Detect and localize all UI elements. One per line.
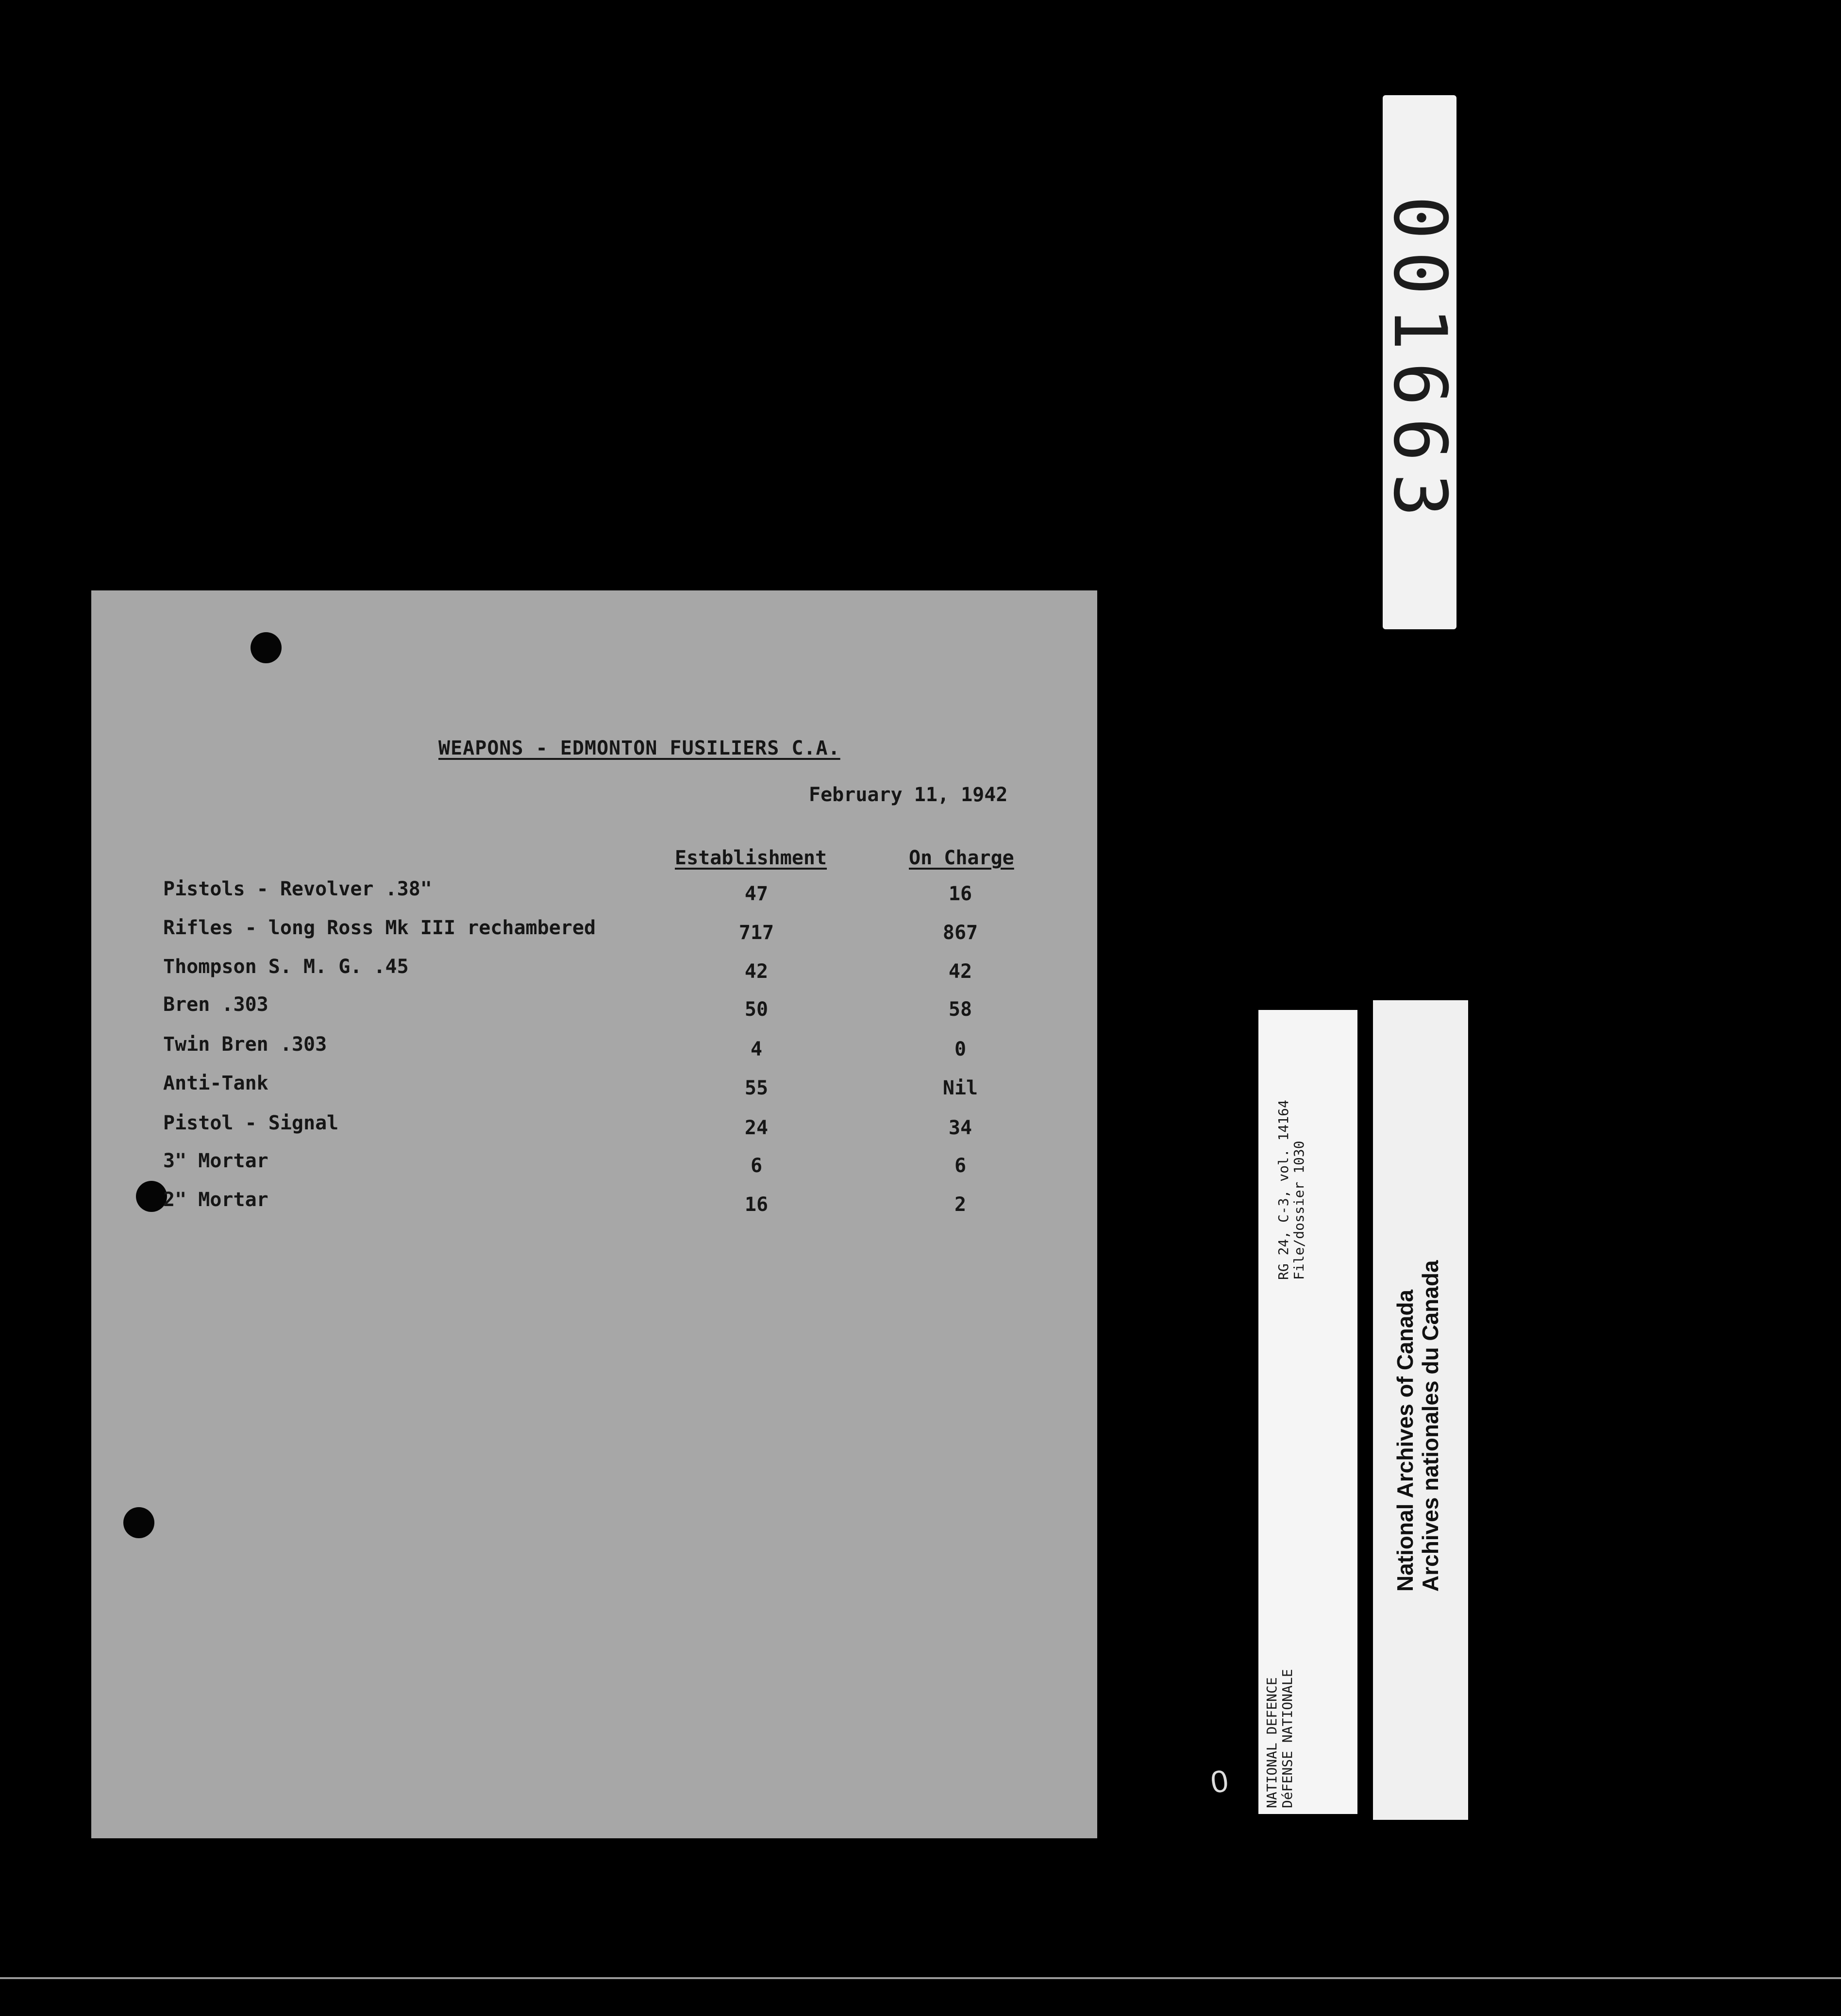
department-en: NATIONAL DEFENCE [1264, 1677, 1280, 1808]
row-establishment: 16 [744, 1193, 769, 1216]
row-establishment: 55 [744, 1077, 769, 1099]
row-item: Pistols - Revolver .38" [163, 878, 432, 900]
table-row [91, 1150, 1097, 1179]
film-frame-number: 001663 [1377, 196, 1462, 529]
department-lines [1264, 1669, 1295, 1808]
column-header-on-charge: On Charge [909, 847, 1014, 869]
row-on-charge: 16 [948, 883, 972, 905]
row-item: Twin Bren .303 [163, 1033, 327, 1056]
row-establishment: 717 [738, 922, 774, 944]
record-group: RG 24, C-3, vol. 14164 [1275, 1100, 1291, 1280]
row-on-charge: Nil [942, 1077, 978, 1099]
row-on-charge: 6 [954, 1155, 967, 1177]
row-item: 2" Mortar [163, 1189, 268, 1211]
row-establishment: 6 [750, 1155, 763, 1177]
column-header-establishment: Establishment [675, 847, 827, 869]
table-row [91, 1112, 1097, 1141]
row-item: Bren .303 [163, 993, 268, 1016]
table-row [91, 993, 1097, 1023]
archives-label [1373, 1000, 1468, 1820]
table-row [91, 1033, 1097, 1062]
document-date: February 11, 1942 [809, 784, 1008, 806]
row-on-charge: 2 [954, 1193, 967, 1216]
row-on-charge: 42 [948, 960, 972, 983]
file-number: File/dossier 1030 [1291, 1141, 1307, 1280]
row-establishment: 42 [744, 960, 769, 983]
row-item: Pistol - Signal [163, 1112, 339, 1134]
row-item: Anti-Tank [163, 1072, 268, 1094]
archives-name-fr: Archives nationales du Canada [1418, 1260, 1443, 1592]
film-edge-line [0, 1977, 1841, 1979]
table-row [91, 956, 1097, 985]
punch-hole-top [251, 632, 282, 663]
archives-name-en: National Archives of Canada [1392, 1289, 1418, 1592]
table-row [91, 1072, 1097, 1101]
punch-hole-bottom [123, 1507, 154, 1538]
table-row [91, 917, 1097, 946]
table-row [91, 878, 1097, 907]
document-sheet [91, 590, 1097, 1838]
film-frame-number-label [1377, 95, 1462, 629]
row-on-charge: 0 [954, 1038, 967, 1060]
row-establishment: 47 [744, 883, 769, 905]
row-on-charge: 867 [942, 922, 978, 944]
department-fr: DéFENSE NATIONALE [1279, 1669, 1295, 1808]
document-title: WEAPONS - EDMONTON FUSILIERS C.A. [438, 737, 840, 759]
row-item: Rifles - long Ross Mk III rechambered [163, 917, 596, 939]
row-establishment: 4 [750, 1038, 763, 1060]
table-row [91, 1189, 1097, 1218]
reference-lines [1276, 1100, 1307, 1280]
row-establishment: 24 [744, 1117, 769, 1139]
row-item: Thompson S. M. G. .45 [163, 956, 409, 978]
row-item: 3" Mortar [163, 1150, 268, 1172]
row-on-charge: 58 [948, 998, 972, 1021]
handwritten-mark: 0 [1208, 1763, 1231, 1800]
row-establishment: 50 [744, 998, 769, 1021]
reference-label [1258, 1010, 1357, 1814]
row-on-charge: 34 [948, 1117, 972, 1139]
